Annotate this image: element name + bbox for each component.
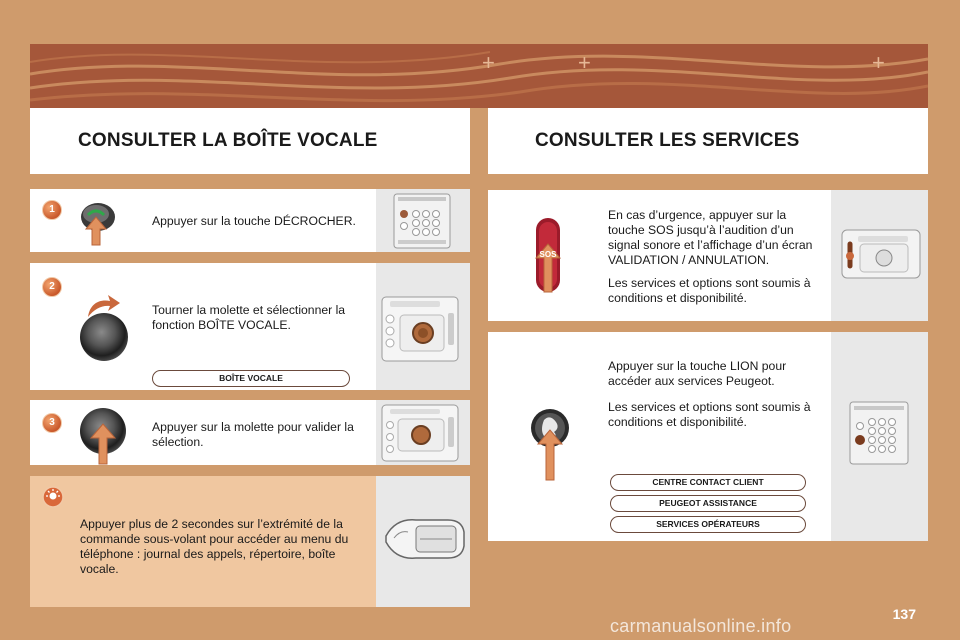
- svg-text:+: +: [872, 50, 885, 75]
- step-3-badge: 3: [42, 413, 62, 433]
- right-section-title: CONSULTER LES SERVICES: [535, 130, 800, 151]
- steering-stalk-illustration: [380, 498, 470, 588]
- sos-card: [488, 190, 928, 321]
- sos-button-label: SOS: [539, 250, 557, 259]
- step-1-text: Appuyer sur la touche DÉCROCHER.: [152, 214, 356, 228]
- keypad-panel-1: [392, 192, 452, 250]
- lion-button-icon: [528, 404, 578, 484]
- peugeot-assistance-option[interactable]: PEUGEOT ASSISTANCE: [610, 495, 806, 512]
- sos-console-illustration: [838, 226, 922, 286]
- press-arrow-icon: [88, 422, 118, 466]
- step-3-text: Appuyer sur la molette pour valider la sélection.: [152, 420, 354, 449]
- left-title-card: [30, 108, 470, 174]
- header-banner: [30, 44, 928, 108]
- boite-vocale-option[interactable]: BOÎTE VOCALE: [152, 370, 350, 387]
- lion-text-1: Appuyer sur la touche LION pour accéder aux services Peugeot.: [608, 359, 787, 388]
- sos-text-1: En cas d’urgence, appuyer sur la touche SOS jusqu’à l’audition d’un signal sonore et l’affichage d’un écran VALIDATION / ANNULATION.: [608, 208, 813, 267]
- sos-text-2: Les services et options sont soumis à conditions et disponibilité.: [608, 276, 811, 305]
- lion-text-2: Les services et options sont soumis à conditions et disponibilité.: [608, 400, 811, 429]
- svg-text:+: +: [578, 50, 591, 75]
- page-number: 137: [892, 606, 916, 622]
- step-2-card: [30, 263, 470, 390]
- tip-lightbulb-icon: [42, 486, 64, 508]
- svg-text:+: +: [482, 50, 495, 75]
- watermark: carmanualsonline.info: [610, 616, 792, 636]
- tip-card: [30, 476, 470, 607]
- lion-card: [488, 332, 928, 541]
- radio-panel-3: [380, 403, 460, 463]
- lion-keypad-illustration: [848, 400, 912, 470]
- call-button-icon: [70, 195, 130, 253]
- centre-contact-client-option[interactable]: CENTRE CONTACT CLIENT: [610, 474, 806, 491]
- step-3-card: [30, 400, 470, 465]
- tip-text: Appuyer plus de 2 secondes sur l’extrémité de la commande sous-volant pour accéder au menu du téléphone : journal des appels, répertoire, boîte vocale.: [80, 517, 349, 576]
- step-1-badge: 1: [42, 200, 62, 220]
- radio-panel-2: [380, 295, 460, 365]
- thumbwheel-knob-icon: [80, 313, 128, 361]
- step-1-card: [30, 189, 470, 252]
- services-operateurs-option[interactable]: SERVICES OPÉRATEURS: [610, 516, 806, 533]
- step-2-text: Tourner la molette et sélectionner la fonction BOÎTE VOCALE.: [152, 303, 346, 332]
- step-2-badge: 2: [42, 277, 62, 297]
- left-section-title: CONSULTER LA BOÎTE VOCALE: [78, 130, 378, 151]
- right-title-card: [488, 108, 928, 174]
- wave-decoration: [30, 44, 928, 108]
